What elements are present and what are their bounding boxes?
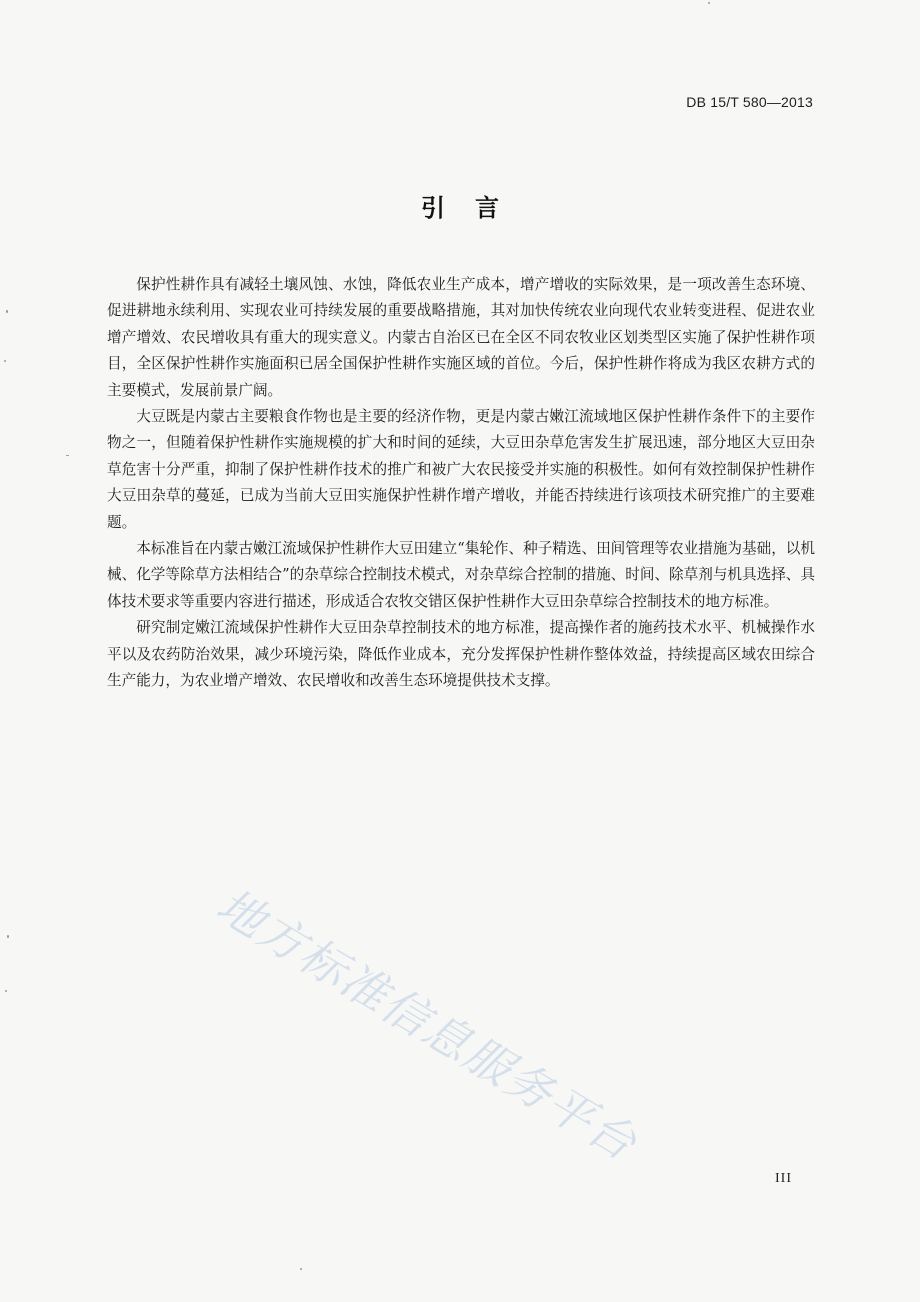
body-text (107, 272, 815, 695)
scan-speck (7, 935, 9, 938)
page-number: III (775, 1171, 792, 1186)
watermark-text: 地方标准信息服务平台 (207, 877, 647, 1172)
page-title: 引言 (421, 194, 529, 222)
scan-speck (66, 455, 69, 456)
document-code: DB 15/T 580—2013 (686, 94, 813, 110)
scan-speck (708, 2, 710, 4)
paragraph-1: 保护性耕作具有减轻土壤风蚀、水蚀，降低农业生产成本，增产增收的实际效果，是一项改善生态环境、促进耕地永续利用、实现农业可持续发展的重要战略措施，其对加快传统农业向现代农业转变进程、促进农业增产增效、农民增收具有重大的现实意义。内蒙古自治区已在全区不同农牧业区划类型区实施了保护性耕作项目，全区保护性耕作实施面积已居全国保护性耕作实施区域的首位。今后，保护性耕作将成为我区农耕方式的主要模式，发展前景广阔。 (107, 276, 815, 399)
scan-speck (300, 1268, 302, 1270)
scan-speck (4, 360, 6, 362)
scan-speck (5, 990, 7, 992)
paragraph-4: 研究制定嫩江流域保护性耕作大豆田杂草控制技术的地方标准，提高操作者的施药技术水平、机械操作水平以及农药防治效果，减少环境污染，降低作业成本，充分发挥保护性耕作整体效益，持续提高区域农田综合生产能力，为农业增产增效、农民增收和改善生态环境提供技术支撑。 (107, 619, 815, 690)
scan-speck (6, 310, 8, 313)
paragraph-3: 本标准旨在内蒙古嫩江流域保护性耕作大豆田建立“集轮作、种子精选、田间管理等农业措施为基础，以机械、化学等除草方法相结合”的杂草综合控制技术模式，对杂草综合控制的措施、时间、除草剂与机具选择、具体技术要求等重要内容进行描述，形成适合农牧交错区保护性耕作大豆田杂草综合控制技术的地方标准。 (107, 540, 815, 610)
paragraph-2: 大豆既是内蒙古主要粮食作物也是主要的经济作物，更是内蒙古嫩江流域地区保护性耕作条件下的主要作物之一，但随着保护性耕作实施规模的扩大和时间的延续，大豆田杂草危害发生扩展迅速，部分地区大豆田杂草危害十分严重，抑制了保护性耕作技术的推广和被广大农民接受并实施的积极性。如何有效控制保护性耕作大豆田杂草的蔓延，已成为当前大豆田实施保护性耕作增产增收，并能否持续进行该项技术研究推广的主要难题。 (107, 408, 815, 531)
